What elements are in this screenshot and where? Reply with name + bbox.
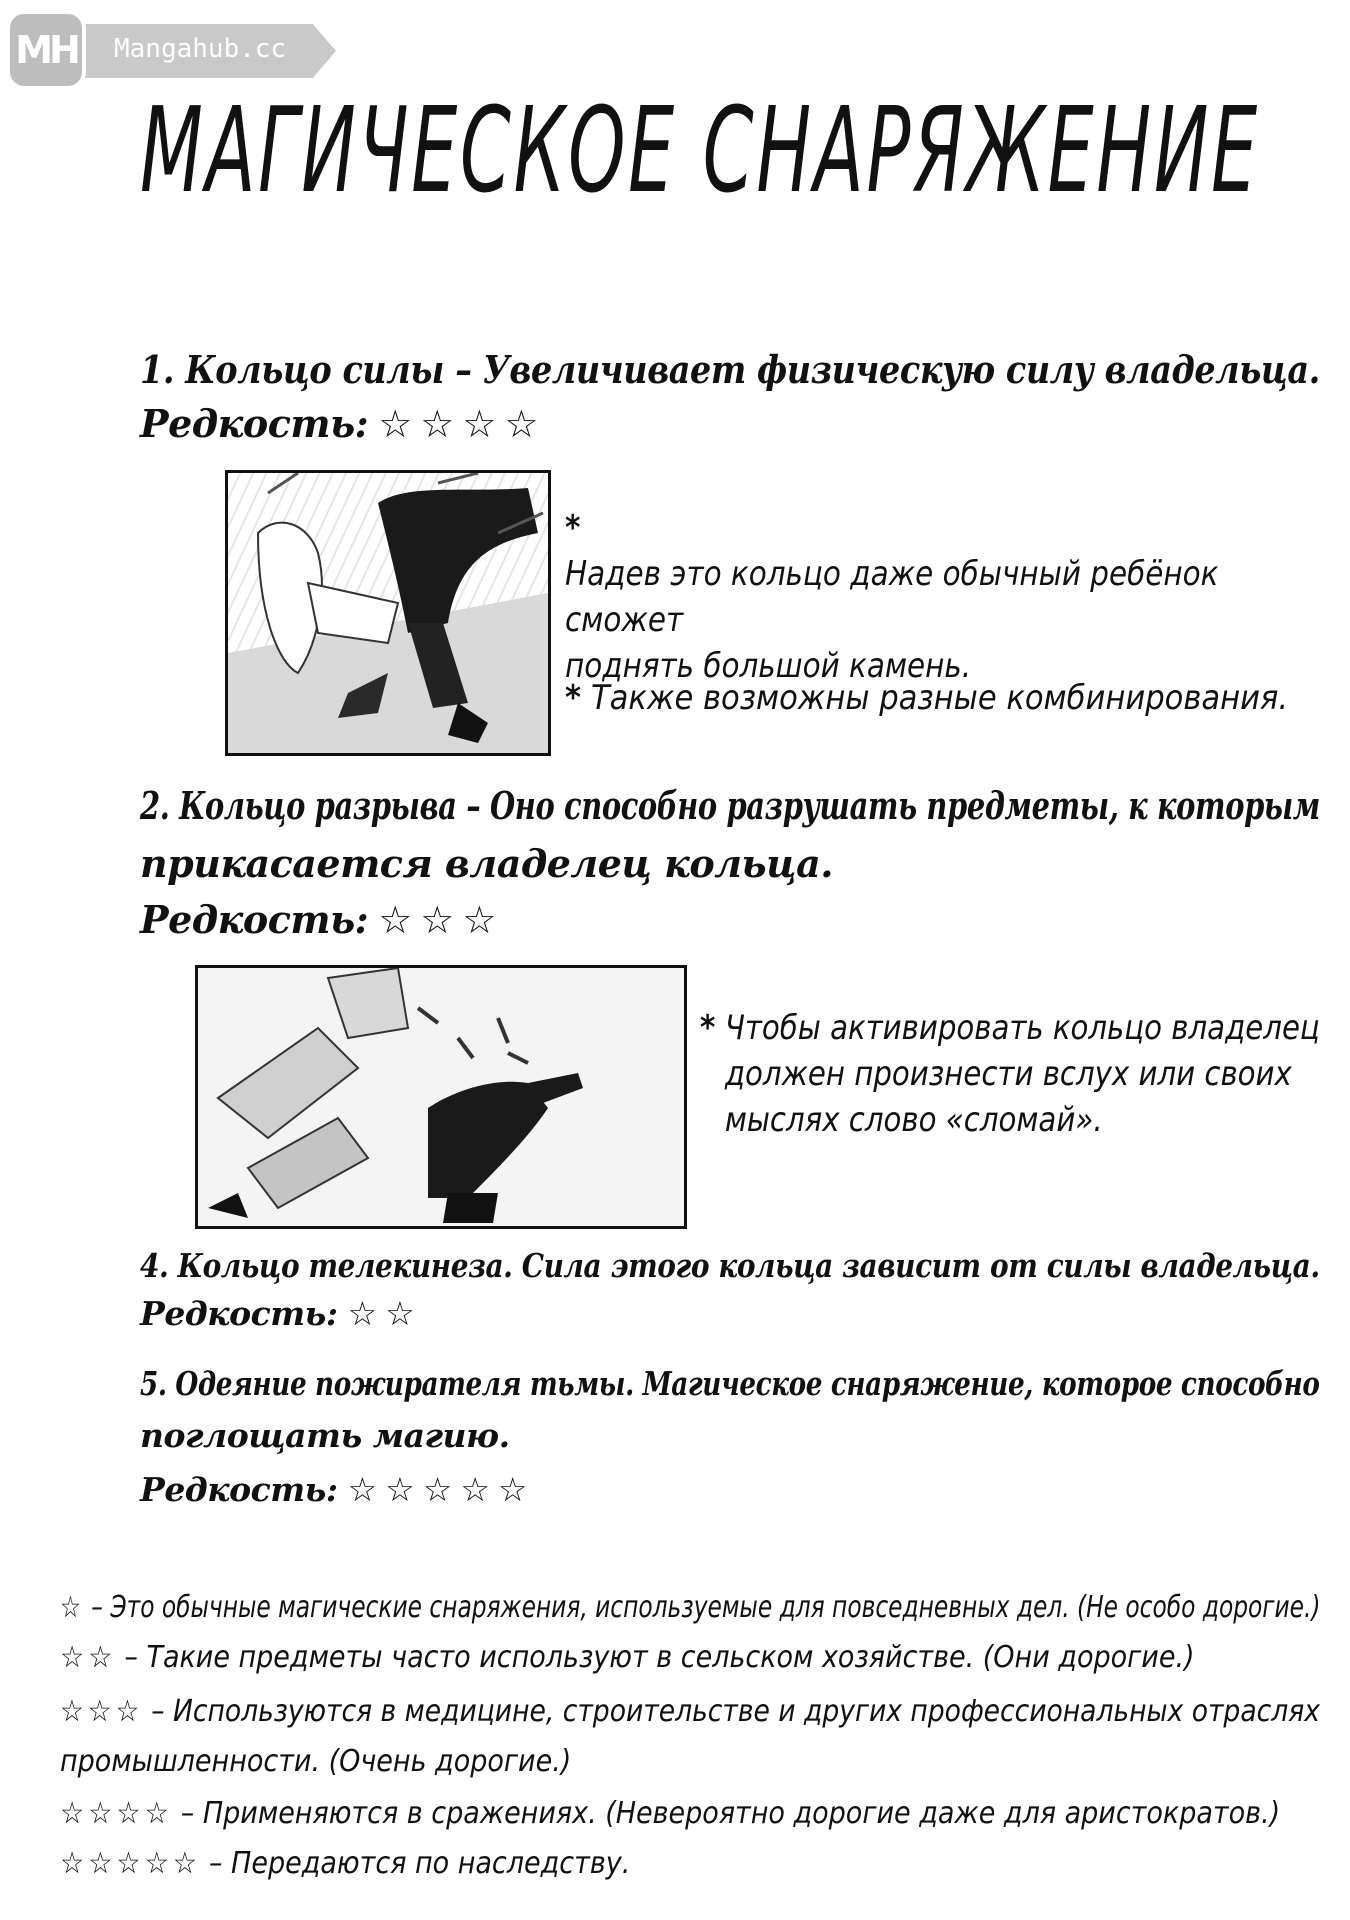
rarity-label: Редкость: [140, 401, 369, 446]
note-ring-of-strength-1 [565, 505, 1320, 689]
legend-text: – Применяются в сражениях. (Невероятно дорогие даже для аристократов.) [180, 1796, 1281, 1831]
item-5-rarity [140, 1466, 535, 1514]
note-line: поднять большой камень. [565, 646, 972, 686]
watermark-site-name: Mangahub.cc [114, 34, 287, 64]
legend-stars: ☆☆☆ [60, 1694, 144, 1729]
item-2-description-cont: прикасается владелец кольца. [140, 841, 833, 886]
legend-row-4 [60, 1792, 1280, 1836]
note-asterisk: * [700, 1008, 716, 1048]
item-5-description: 5. Одеяние пожирателя тьмы. Магическое снаряжение, которое способно [140, 1364, 1320, 1403]
item-5-description-cont: поглощать магию. [140, 1416, 510, 1455]
rarity-label: Редкость: [140, 897, 369, 942]
legend-text: – Это обычные магические снаряжения, используемые для повседневных дел. (Не особо дорогие.) [91, 1590, 1321, 1625]
legend-text: – Такие предметы часто используют в сельском хозяйстве. (Они дорогие.) [124, 1640, 1195, 1675]
page-title: МАГИЧЕСКОЕ СНАРЯЖЕНИЕ [140, 81, 1260, 219]
rarity-stars: ☆☆☆☆ [378, 402, 547, 446]
rarity-label: Редкость: [140, 1294, 338, 1333]
legend-row-2 [60, 1636, 1195, 1680]
item-4-rarity [140, 1290, 423, 1338]
legend-row-3-cont [60, 1740, 571, 1784]
watermark-logo: MH [6, 10, 86, 90]
note-line: должен произнести вслух или своих [724, 1054, 1292, 1094]
rarity-stars: ☆☆ [347, 1294, 423, 1333]
item-1-description: 1. Кольцо силы – Увеличивает физическую силу владельца. [140, 347, 1320, 392]
note-asterisk: * [565, 678, 581, 718]
item-2-description: 2. Кольцо разрыва – Оно способно разрушать предметы, к которым [140, 783, 1321, 828]
legend-row-1 [60, 1586, 1321, 1630]
panel-illustration [198, 968, 684, 1226]
item-1-rarity [140, 400, 546, 448]
rarity-stars: ☆☆☆☆☆ [347, 1470, 536, 1509]
manga-panel-ring-of-rupture [195, 965, 687, 1229]
rarity-stars: ☆☆☆ [378, 898, 505, 942]
rarity-label: Редкость: [140, 1470, 338, 1509]
legend-stars: ☆☆☆☆ [60, 1796, 173, 1831]
legend-text: – Передаются по наследству. [209, 1846, 631, 1881]
panel-illustration [228, 473, 548, 753]
legend-text: промышленности. (Очень дорогие.) [60, 1744, 572, 1779]
note-asterisk: * [565, 508, 581, 548]
legend-row-3 [60, 1690, 1320, 1734]
legend-stars: ☆☆ [60, 1640, 117, 1675]
legend-stars: ☆ [60, 1590, 85, 1625]
note-ring-of-rupture [700, 1005, 1320, 1143]
legend-text: – Используются в медицине, строительстве и других профессиональных отраслях [151, 1694, 1320, 1729]
legend-stars: ☆☆☆☆☆ [60, 1846, 201, 1881]
note-line: Также возможны разные комбинирования. [591, 678, 1289, 718]
note-line: Надев это кольцо даже обычный ребёнок сможет [565, 554, 1219, 640]
note-line: Чтобы активировать кольцо владелец [724, 1008, 1320, 1048]
item-2-rarity [140, 896, 504, 944]
note-line: мыслях слово «сломай». [724, 1100, 1103, 1140]
legend-row-5 [60, 1842, 630, 1886]
item-4-description: 4. Кольцо телекинеза. Сила этого кольца зависит от силы владельца. [140, 1246, 1320, 1285]
manga-panel-ring-of-strength [225, 470, 551, 756]
note-ring-of-strength-2 [565, 675, 1288, 721]
